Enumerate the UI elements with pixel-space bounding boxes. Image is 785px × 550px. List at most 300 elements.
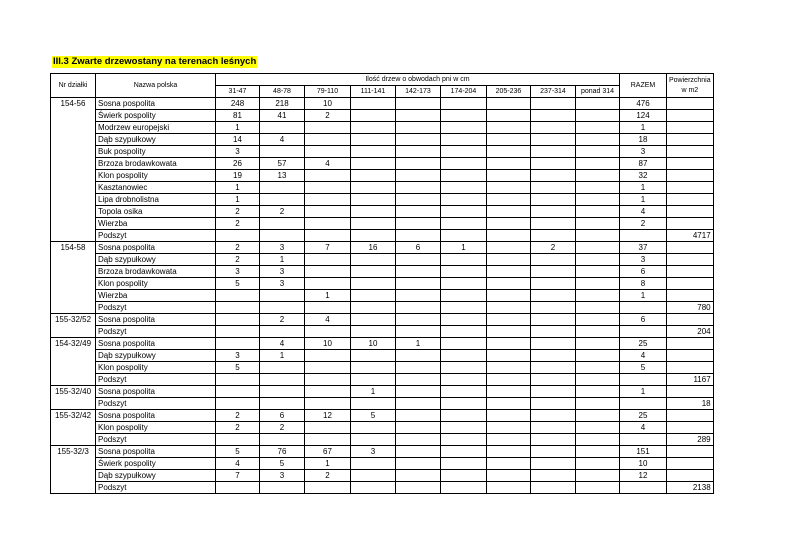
count-cell: 1 xyxy=(260,254,305,266)
count-cell xyxy=(396,434,441,446)
area-cell: 1167 xyxy=(667,374,714,386)
count-cell xyxy=(441,458,487,470)
table-row xyxy=(51,362,714,374)
count-cell xyxy=(441,98,487,110)
count-cell xyxy=(441,434,487,446)
count-cell xyxy=(351,326,396,338)
count-cell xyxy=(441,374,487,386)
total-cell: 25 xyxy=(620,410,667,422)
count-cell xyxy=(305,254,351,266)
area-cell: 780 xyxy=(667,302,714,314)
count-cell xyxy=(260,434,305,446)
count-cell xyxy=(351,398,396,410)
total-cell xyxy=(620,302,667,314)
total-cell: 2 xyxy=(620,218,667,230)
area-cell xyxy=(667,410,714,422)
count-cell xyxy=(487,482,531,494)
count-cell: 248 xyxy=(216,98,260,110)
table-row xyxy=(51,470,714,482)
count-cell xyxy=(487,122,531,134)
count-cell xyxy=(260,482,305,494)
area-cell xyxy=(667,98,714,110)
count-cell xyxy=(531,230,576,242)
species-name: Podszyt xyxy=(96,398,216,410)
count-cell xyxy=(260,218,305,230)
count-cell: 5 xyxy=(216,446,260,458)
count-cell xyxy=(487,230,531,242)
total-cell xyxy=(620,434,667,446)
count-cell: 2 xyxy=(305,470,351,482)
count-cell: 4 xyxy=(305,158,351,170)
area-cell xyxy=(667,158,714,170)
count-cell: 26 xyxy=(216,158,260,170)
count-cell: 10 xyxy=(305,98,351,110)
count-cell xyxy=(531,338,576,350)
species-name: Sosna pospolita xyxy=(96,446,216,458)
count-cell xyxy=(487,242,531,254)
total-cell: 4 xyxy=(620,350,667,362)
count-cell xyxy=(576,230,620,242)
count-cell xyxy=(441,194,487,206)
count-cell xyxy=(576,170,620,182)
count-cell xyxy=(487,374,531,386)
total-cell xyxy=(620,482,667,494)
total-cell: 124 xyxy=(620,110,667,122)
area-cell xyxy=(667,338,714,350)
count-cell: 3 xyxy=(216,350,260,362)
count-cell xyxy=(305,170,351,182)
count-cell: 16 xyxy=(351,242,396,254)
count-cell xyxy=(487,386,531,398)
count-cell: 4 xyxy=(305,314,351,326)
count-cell xyxy=(487,290,531,302)
plot-number: 155-32/3 xyxy=(51,446,96,494)
count-cell xyxy=(487,158,531,170)
count-cell xyxy=(531,254,576,266)
species-name: Klon pospolity xyxy=(96,422,216,434)
count-cell: 3 xyxy=(216,146,260,158)
count-cell xyxy=(216,398,260,410)
count-cell: 14 xyxy=(216,134,260,146)
count-cell xyxy=(396,362,441,374)
count-cell xyxy=(260,326,305,338)
header-total: RAZEM xyxy=(620,74,667,98)
total-cell: 4 xyxy=(620,206,667,218)
total-cell xyxy=(620,230,667,242)
table-row xyxy=(51,98,714,110)
count-cell xyxy=(531,350,576,362)
count-cell xyxy=(216,302,260,314)
count-cell xyxy=(576,182,620,194)
count-cell xyxy=(576,122,620,134)
area-cell xyxy=(667,446,714,458)
header-area: Powierzchnia w m2 xyxy=(667,74,714,98)
count-cell xyxy=(531,110,576,122)
count-cell xyxy=(487,422,531,434)
count-cell xyxy=(441,146,487,158)
count-cell xyxy=(305,422,351,434)
count-cell xyxy=(531,278,576,290)
table-row xyxy=(51,326,714,338)
count-cell xyxy=(351,134,396,146)
species-name: Klon pospolity xyxy=(96,170,216,182)
count-cell xyxy=(531,194,576,206)
count-cell xyxy=(351,110,396,122)
table-row xyxy=(51,242,714,254)
species-name: Podszyt xyxy=(96,482,216,494)
count-cell xyxy=(305,386,351,398)
count-cell xyxy=(487,470,531,482)
table-row xyxy=(51,482,714,494)
table-row xyxy=(51,182,714,194)
plot-number: 155-32/52 xyxy=(51,314,96,338)
count-cell: 6 xyxy=(260,410,305,422)
count-cell xyxy=(441,314,487,326)
count-cell xyxy=(441,410,487,422)
count-cell xyxy=(351,482,396,494)
count-cell: 67 xyxy=(305,446,351,458)
count-cell: 1 xyxy=(441,242,487,254)
count-cell xyxy=(576,194,620,206)
count-cell xyxy=(576,434,620,446)
count-cell xyxy=(441,290,487,302)
count-cell xyxy=(576,158,620,170)
count-cell xyxy=(441,110,487,122)
count-cell xyxy=(396,410,441,422)
count-cell xyxy=(351,254,396,266)
species-name: Sosna pospolita xyxy=(96,410,216,422)
count-cell: 2 xyxy=(260,422,305,434)
total-cell: 10 xyxy=(620,458,667,470)
count-cell xyxy=(487,182,531,194)
count-cell: 3 xyxy=(351,446,396,458)
count-cell xyxy=(305,194,351,206)
count-cell: 10 xyxy=(305,338,351,350)
count-cell xyxy=(531,218,576,230)
count-cell xyxy=(260,194,305,206)
count-cell: 7 xyxy=(216,470,260,482)
count-cell xyxy=(396,146,441,158)
header-range: 174-204 xyxy=(441,86,487,98)
count-cell: 76 xyxy=(260,446,305,458)
count-cell xyxy=(487,434,531,446)
count-cell xyxy=(531,302,576,314)
species-name: Lipa drobnolistna xyxy=(96,194,216,206)
table-row xyxy=(51,338,714,350)
area-cell xyxy=(667,134,714,146)
total-cell: 32 xyxy=(620,170,667,182)
species-name: Topola osika xyxy=(96,206,216,218)
count-cell: 218 xyxy=(260,98,305,110)
species-name: Podszyt xyxy=(96,374,216,386)
count-cell xyxy=(396,194,441,206)
count-cell: 4 xyxy=(260,134,305,146)
table-row xyxy=(51,122,714,134)
count-cell xyxy=(305,146,351,158)
count-cell: 1 xyxy=(351,386,396,398)
count-cell xyxy=(531,314,576,326)
count-cell xyxy=(396,314,441,326)
count-cell xyxy=(487,458,531,470)
count-cell xyxy=(260,182,305,194)
count-cell xyxy=(576,410,620,422)
species-name: Dąb szypułkowy xyxy=(96,254,216,266)
count-cell xyxy=(351,350,396,362)
count-cell: 3 xyxy=(260,266,305,278)
count-cell xyxy=(305,350,351,362)
header-name: Nazwa polska xyxy=(96,74,216,98)
total-cell: 37 xyxy=(620,242,667,254)
count-cell xyxy=(351,206,396,218)
count-cell xyxy=(576,386,620,398)
total-cell xyxy=(620,326,667,338)
count-cell xyxy=(487,206,531,218)
count-cell: 3 xyxy=(260,470,305,482)
count-cell xyxy=(576,362,620,374)
count-cell: 12 xyxy=(305,410,351,422)
species-name: Klon pospolity xyxy=(96,362,216,374)
count-cell xyxy=(576,302,620,314)
count-cell xyxy=(576,422,620,434)
total-cell: 151 xyxy=(620,446,667,458)
count-cell xyxy=(531,146,576,158)
count-cell xyxy=(531,446,576,458)
header-range: 48-78 xyxy=(260,86,305,98)
count-cell xyxy=(351,470,396,482)
count-cell xyxy=(351,278,396,290)
count-cell xyxy=(531,470,576,482)
count-cell xyxy=(576,458,620,470)
count-cell: 5 xyxy=(216,278,260,290)
total-cell: 6 xyxy=(620,266,667,278)
species-name: Sosna pospolita xyxy=(96,386,216,398)
count-cell xyxy=(441,218,487,230)
count-cell xyxy=(487,98,531,110)
count-cell xyxy=(487,314,531,326)
count-cell xyxy=(216,326,260,338)
count-cell xyxy=(531,182,576,194)
count-cell xyxy=(487,278,531,290)
count-cell: 2 xyxy=(216,410,260,422)
count-cell xyxy=(396,446,441,458)
plot-number: 154-56 xyxy=(51,98,96,242)
count-cell xyxy=(305,482,351,494)
count-cell xyxy=(487,446,531,458)
table-row xyxy=(51,194,714,206)
count-cell xyxy=(441,422,487,434)
count-cell xyxy=(487,146,531,158)
count-cell xyxy=(576,254,620,266)
species-name: Dąb szypułkowy xyxy=(96,470,216,482)
total-cell: 8 xyxy=(620,278,667,290)
count-cell: 2 xyxy=(260,314,305,326)
count-cell xyxy=(576,98,620,110)
count-cell xyxy=(576,314,620,326)
count-cell xyxy=(441,278,487,290)
count-cell xyxy=(441,254,487,266)
count-cell xyxy=(531,434,576,446)
count-cell xyxy=(305,122,351,134)
table-row xyxy=(51,230,714,242)
table-row xyxy=(51,374,714,386)
count-cell xyxy=(576,218,620,230)
header-range: 31-47 xyxy=(216,86,260,98)
count-cell xyxy=(531,158,576,170)
count-cell xyxy=(531,458,576,470)
count-cell xyxy=(305,134,351,146)
count-cell: 5 xyxy=(351,410,396,422)
count-cell xyxy=(396,182,441,194)
header-range: 142-173 xyxy=(396,86,441,98)
count-cell xyxy=(396,122,441,134)
table-row xyxy=(51,266,714,278)
count-cell xyxy=(216,314,260,326)
count-cell xyxy=(260,374,305,386)
area-cell xyxy=(667,362,714,374)
count-cell: 2 xyxy=(216,218,260,230)
count-cell xyxy=(305,266,351,278)
count-cell xyxy=(351,146,396,158)
area-cell xyxy=(667,314,714,326)
count-cell xyxy=(351,182,396,194)
count-cell xyxy=(216,338,260,350)
count-cell: 3 xyxy=(216,266,260,278)
total-cell: 1 xyxy=(620,182,667,194)
count-cell: 13 xyxy=(260,170,305,182)
species-name: Podszyt xyxy=(96,434,216,446)
count-cell xyxy=(576,278,620,290)
count-cell xyxy=(441,326,487,338)
count-cell xyxy=(441,398,487,410)
count-cell xyxy=(441,482,487,494)
count-cell xyxy=(396,386,441,398)
count-cell: 4 xyxy=(260,338,305,350)
count-cell xyxy=(351,98,396,110)
count-cell xyxy=(396,374,441,386)
count-cell xyxy=(351,266,396,278)
area-cell xyxy=(667,194,714,206)
total-cell: 3 xyxy=(620,146,667,158)
species-name: Świerk pospolity xyxy=(96,110,216,122)
species-name: Brzoza brodawkowata xyxy=(96,158,216,170)
count-cell: 57 xyxy=(260,158,305,170)
count-cell xyxy=(396,230,441,242)
area-cell xyxy=(667,386,714,398)
count-cell xyxy=(305,278,351,290)
count-cell xyxy=(305,374,351,386)
count-cell xyxy=(487,350,531,362)
count-cell xyxy=(351,362,396,374)
count-cell xyxy=(351,230,396,242)
area-cell xyxy=(667,110,714,122)
count-cell xyxy=(531,266,576,278)
count-cell xyxy=(487,170,531,182)
header-count-group: Ilość drzew o obwodach pni w cm xyxy=(216,74,620,86)
count-cell xyxy=(351,374,396,386)
count-cell xyxy=(531,98,576,110)
count-cell xyxy=(441,470,487,482)
count-cell xyxy=(305,302,351,314)
area-cell xyxy=(667,242,714,254)
count-cell: 1 xyxy=(396,338,441,350)
count-cell: 41 xyxy=(260,110,305,122)
count-cell xyxy=(260,230,305,242)
table-row xyxy=(51,146,714,158)
count-cell xyxy=(531,410,576,422)
count-cell xyxy=(396,278,441,290)
count-cell xyxy=(260,122,305,134)
count-cell xyxy=(531,386,576,398)
total-cell: 1 xyxy=(620,194,667,206)
header-range: 79-110 xyxy=(305,86,351,98)
count-cell xyxy=(396,110,441,122)
count-cell xyxy=(351,302,396,314)
count-cell xyxy=(305,362,351,374)
header-range: 237-314 xyxy=(531,86,576,98)
species-name: Buk pospolity xyxy=(96,146,216,158)
species-name: Podszyt xyxy=(96,326,216,338)
count-cell xyxy=(531,362,576,374)
count-cell xyxy=(487,410,531,422)
area-cell xyxy=(667,278,714,290)
species-name: Modrzew europejski xyxy=(96,122,216,134)
count-cell: 10 xyxy=(351,338,396,350)
table-row xyxy=(51,434,714,446)
area-cell xyxy=(667,290,714,302)
count-cell: 1 xyxy=(216,194,260,206)
count-cell xyxy=(531,122,576,134)
total-cell: 4 xyxy=(620,422,667,434)
area-cell xyxy=(667,218,714,230)
count-cell xyxy=(396,134,441,146)
count-cell xyxy=(396,458,441,470)
table-row xyxy=(51,398,714,410)
count-cell xyxy=(576,446,620,458)
count-cell xyxy=(487,194,531,206)
table-row xyxy=(51,386,714,398)
count-cell xyxy=(216,482,260,494)
count-cell xyxy=(441,446,487,458)
count-cell xyxy=(260,302,305,314)
count-cell xyxy=(305,326,351,338)
count-cell xyxy=(351,194,396,206)
count-cell xyxy=(531,290,576,302)
count-cell xyxy=(396,170,441,182)
count-cell xyxy=(305,206,351,218)
species-name: Podszyt xyxy=(96,302,216,314)
total-cell: 25 xyxy=(620,338,667,350)
count-cell xyxy=(576,398,620,410)
page-title: III.3 Zwarte drzewostany na terenach leśnych xyxy=(53,56,257,67)
count-cell xyxy=(576,110,620,122)
count-cell xyxy=(396,470,441,482)
header-range: ponad 314 xyxy=(576,86,620,98)
count-cell xyxy=(351,170,396,182)
plot-number: 154-32/49 xyxy=(51,338,96,386)
count-cell xyxy=(441,230,487,242)
count-cell xyxy=(351,434,396,446)
count-cell xyxy=(487,134,531,146)
count-cell xyxy=(396,350,441,362)
count-cell xyxy=(396,254,441,266)
count-cell xyxy=(396,482,441,494)
count-cell: 2 xyxy=(305,110,351,122)
count-cell xyxy=(441,206,487,218)
count-cell xyxy=(487,338,531,350)
area-cell: 289 xyxy=(667,434,714,446)
count-cell xyxy=(216,290,260,302)
area-cell: 2138 xyxy=(667,482,714,494)
